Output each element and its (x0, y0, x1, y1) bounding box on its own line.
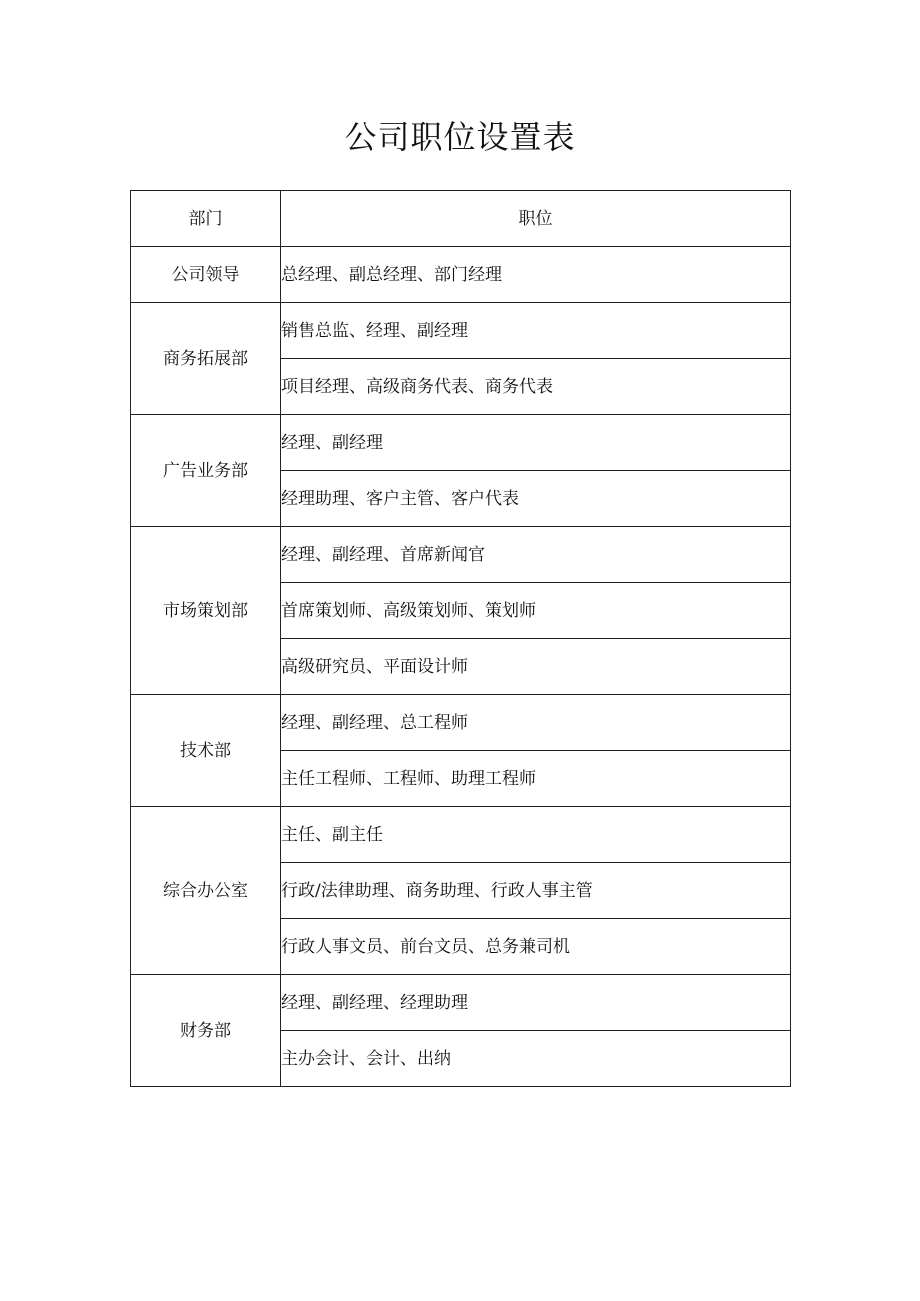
position-cell: 经理、副经理、经理助理 (281, 975, 791, 1031)
position-cell: 经理、副经理 (281, 415, 791, 471)
position-cell: 高级研究员、平面设计师 (281, 639, 791, 695)
page-title: 公司职位设置表 (344, 118, 576, 156)
table-row (131, 807, 791, 863)
table-row (131, 415, 791, 471)
position-cell: 总经理、副总经理、部门经理 (281, 247, 791, 303)
position-column-header: 职位 (281, 191, 791, 247)
position-cell: 首席策划师、高级策划师、策划师 (281, 583, 791, 639)
position-cell: 行政/法律助理、商务助理、行政人事主管 (281, 863, 791, 919)
position-cell: 行政人事文员、前台文员、总务兼司机 (281, 919, 791, 975)
table-row (131, 303, 791, 359)
position-cell: 经理、副经理、首席新闻官 (281, 527, 791, 583)
position-table (130, 190, 791, 1087)
department-cell: 综合办公室 (131, 807, 281, 975)
department-cell: 市场策划部 (131, 527, 281, 695)
table-row (131, 975, 791, 1031)
position-cell: 经理、副经理、总工程师 (281, 695, 791, 751)
position-cell: 主任、副主任 (281, 807, 791, 863)
table-row (131, 527, 791, 583)
department-cell: 财务部 (131, 975, 281, 1087)
table-row (131, 695, 791, 751)
position-cell: 主办会计、会计、出纳 (281, 1031, 791, 1087)
position-cell: 项目经理、高级商务代表、商务代表 (281, 359, 791, 415)
position-cell: 销售总监、经理、副经理 (281, 303, 791, 359)
position-cell: 主任工程师、工程师、助理工程师 (281, 751, 791, 807)
department-cell: 公司领导 (131, 247, 281, 303)
department-column-header: 部门 (131, 191, 281, 247)
department-cell: 商务拓展部 (131, 303, 281, 415)
position-cell: 经理助理、客户主管、客户代表 (281, 471, 791, 527)
table-row (131, 247, 791, 303)
department-cell: 技术部 (131, 695, 281, 807)
department-cell: 广告业务部 (131, 415, 281, 527)
table-header-row (131, 191, 791, 247)
